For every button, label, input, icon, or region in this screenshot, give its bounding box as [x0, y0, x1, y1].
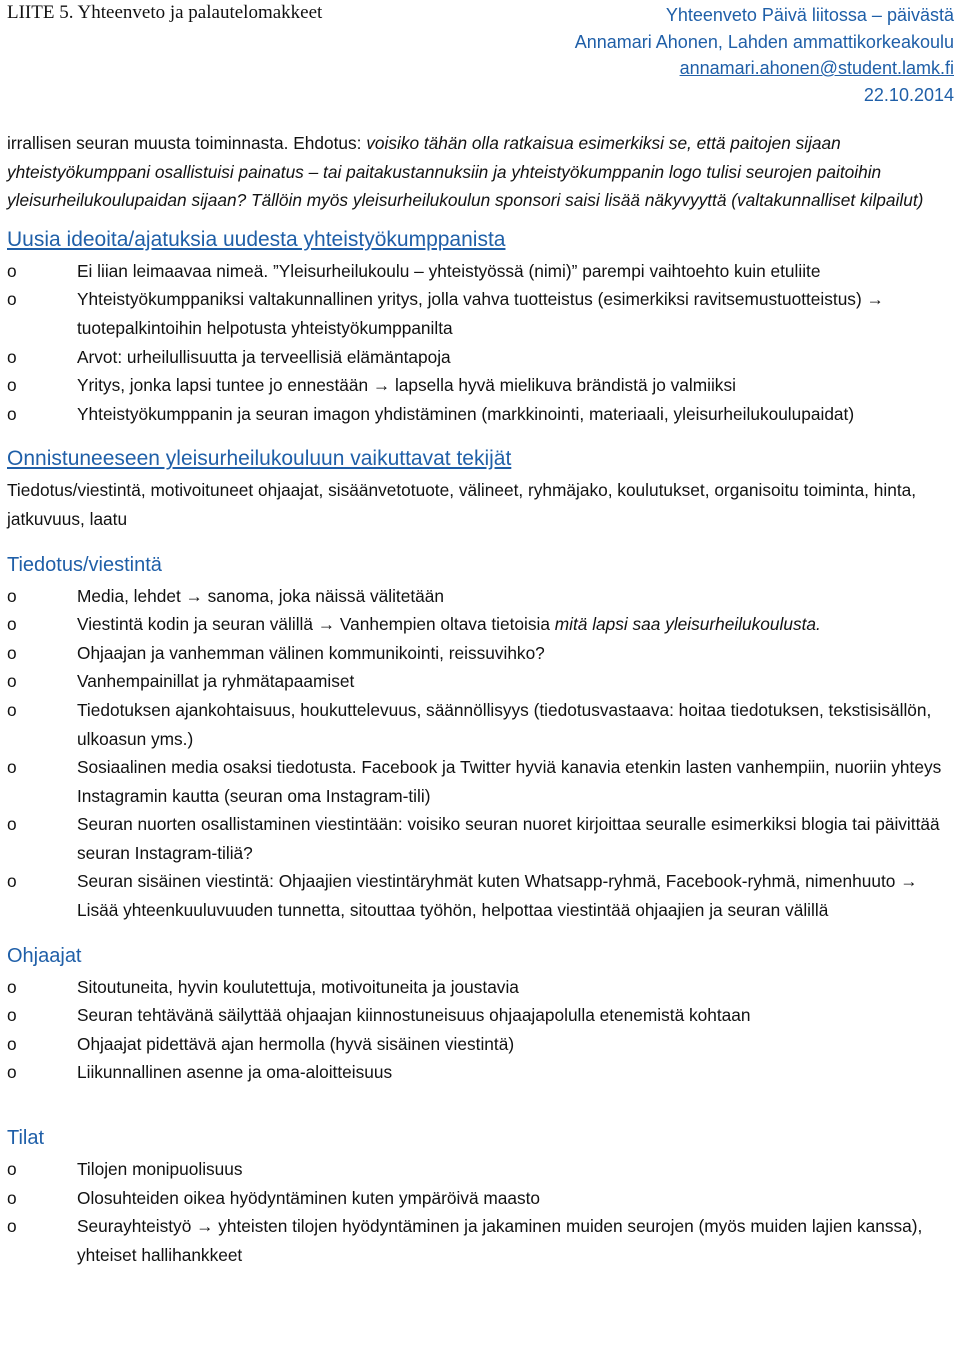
bullet: o: [7, 346, 17, 367]
bullet: o: [7, 260, 17, 281]
list-item: o Yritys, jonka lapsi tuntee jo ennestään → lapsella hyvä mielikuva brändistä jo valmiiksi: [7, 371, 957, 400]
list-item: o Sitoutuneita, hyvin koulutettuja, motivoituneita ja joustavia: [7, 973, 957, 1002]
ideas-heading: Uusia ideoita/ajatuksia uudesta yhteistyökumppanista: [7, 227, 506, 251]
list-item: o Viestintä kodin ja seuran välillä → Vanhempien oltava tietoisia mitä lapsi saa yleisurheilukoulusta.: [7, 610, 957, 639]
intro-text: irrallisen seuran muusta toiminnasta. Ehdotus:: [7, 133, 367, 153]
author-email-link[interactable]: annamari.ahonen@student.lamk.fi: [679, 58, 954, 78]
list-item: o Tiedotuksen ajankohtaisuus, houkuttelevuus, säännöllisyys (tiedotusvastaava: hoitaa tiedotuksen, tekstisisällön, ulkoasun yms.): [7, 696, 957, 753]
communication-heading: Tiedotus/viestintä: [7, 553, 162, 576]
list-item: o Sosiaalinen media osaksi tiedotusta. Facebook ja Twitter hyviä kanavia etenkin lasten vanhempiin, nuoriin yhteys Instagramin kautta (seuran oma Instagram-tili): [7, 753, 957, 810]
bullet: o: [7, 1187, 17, 1208]
communication-list: [7, 582, 957, 925]
bullet: o: [7, 375, 17, 396]
list-item: o Seuran tehtävänä säilyttää ohjaajan kiinnostuneisuus ohjaajapolulla etenemistä kohtaan: [7, 1001, 957, 1030]
bullet: o: [7, 871, 17, 892]
coaches-heading: Ohjaajat: [7, 944, 82, 967]
list-item: o Arvot: urheilullisuutta ja terveellisiä elämäntapoja: [7, 343, 957, 372]
bullet: o: [7, 585, 17, 606]
intro-paragraph: [7, 129, 957, 215]
bullet: o: [7, 671, 17, 692]
list-item: o Olosuhteiden oikea hyödyntäminen kuten ympäröivä maasto: [7, 1184, 957, 1213]
header-summary-title: Yhteenveto Päivä liitossa – päivästä: [665, 5, 954, 25]
bullet: o: [7, 289, 17, 310]
list-item: o Seurayhteistyö → yhteisten tilojen hyödyntäminen ja jakaminen muiden seurojen (myös muiden lajien kanssa), yhteiset hallihankkeet: [7, 1212, 957, 1269]
bullet: o: [7, 1216, 17, 1237]
bullet: o: [7, 1033, 17, 1054]
header-author: Annamari Ahonen, Lahden ammattikorkeakoulu: [574, 31, 954, 52]
success-factors-heading: Onnistuneeseen yleisurheilukouluun vaikuttavat tekijät: [7, 447, 512, 471]
page-header: [0, 0, 960, 110]
bullet: o: [7, 976, 17, 997]
list-item: o Liikunnallinen asenne ja oma-aloitteisuus: [7, 1058, 957, 1087]
list-item: o Seuran sisäinen viestintä: Ohjaajien viestintäryhmät kuten Whatsapp-ryhmä, Facebook-ryhmä, nimenhuuto → Lisää yhteenkuuluvuuden tunnetta, sitouttaa työhön, helpottaa viestintää ohjaajien ja seuran välillä: [7, 867, 957, 924]
list-item: o Tilojen monipuolisuus: [7, 1155, 957, 1184]
list-item: o Seuran nuorten osallistaminen viestintään: voisiko seuran nuoret kirjoittaa seuralle esimerkiksi blogia tai päivittää seuran Instagram-tiliä?: [7, 810, 957, 867]
list-item: o Ohjaajat pidettävä ajan hermolla (hyvä sisäinen viestintä): [7, 1030, 957, 1059]
bullet: o: [7, 1159, 17, 1180]
bullet: o: [7, 1005, 17, 1026]
success-factors-text: Tiedotus/viestintä, motivoituneet ohjaajat, sisäänvetotuote, välineet, ryhmäjako, koulutukset, organisoitu toiminta, hinta, jatkuvuus, laatu: [7, 480, 917, 529]
list-item: o Vanhempainillat ja ryhmätapaamiset: [7, 667, 957, 696]
facilities-heading: Tilat: [7, 1127, 45, 1150]
bullet: o: [7, 757, 17, 778]
ideas-list: [7, 257, 957, 429]
facilities-list: [7, 1155, 957, 1269]
bullet: o: [7, 642, 17, 663]
list-item: o Ohjaajan ja vanhemman välinen kommunikointi, reissuvihko?: [7, 639, 957, 668]
list-item: o Ei liian leimaavaa nimeä. ”Yleisurheilukoulu – yhteistyössä (nimi)” parempi vaihtoehto kuin etuliite: [7, 257, 957, 286]
coaches-list: [7, 973, 957, 1087]
appendix-title: LIITE 5. Yhteenveto ja palautelomakkeet: [7, 2, 323, 23]
bullet: o: [7, 614, 17, 635]
header-info: [575, 2, 954, 108]
list-item: o Yhteistyökumppaniksi valtakunnallinen yritys, jolla vahva tuotteistus (esimerkiksi ravitsemustuotteistus) → tuotepalkintoihin helpotusta yhteistyökumppanilta: [7, 285, 957, 342]
intro-italic-text: voisiko tähän olla ratkaisua esimerkiksi se, että paitojen sijaan yhteistyökumppani osallistuisi painatus – tai paitakustannuksiin ja yhteistyökumppanin logo tulisi seurojen paitoihin yleisurheilukoulupaidan sijaan? Tällöin myös yleisurheilukoulun sponsori saisi lisää näkyvyyttä (valtakunnalliset kilpailut): [7, 133, 924, 211]
list-item: o Media, lehdet → sanoma, joka näissä välitetään: [7, 582, 957, 611]
bullet: o: [7, 699, 17, 720]
document-body: [7, 129, 957, 1269]
bullet: o: [7, 1062, 17, 1083]
header-date: 22.10.2014: [863, 84, 954, 105]
bullet: o: [7, 814, 17, 835]
list-item: o Yhteistyökumppanin ja seuran imagon yhdistäminen (markkinointi, materiaali, yleisurheilukoulupaidat): [7, 400, 957, 429]
bullet: o: [7, 403, 17, 424]
